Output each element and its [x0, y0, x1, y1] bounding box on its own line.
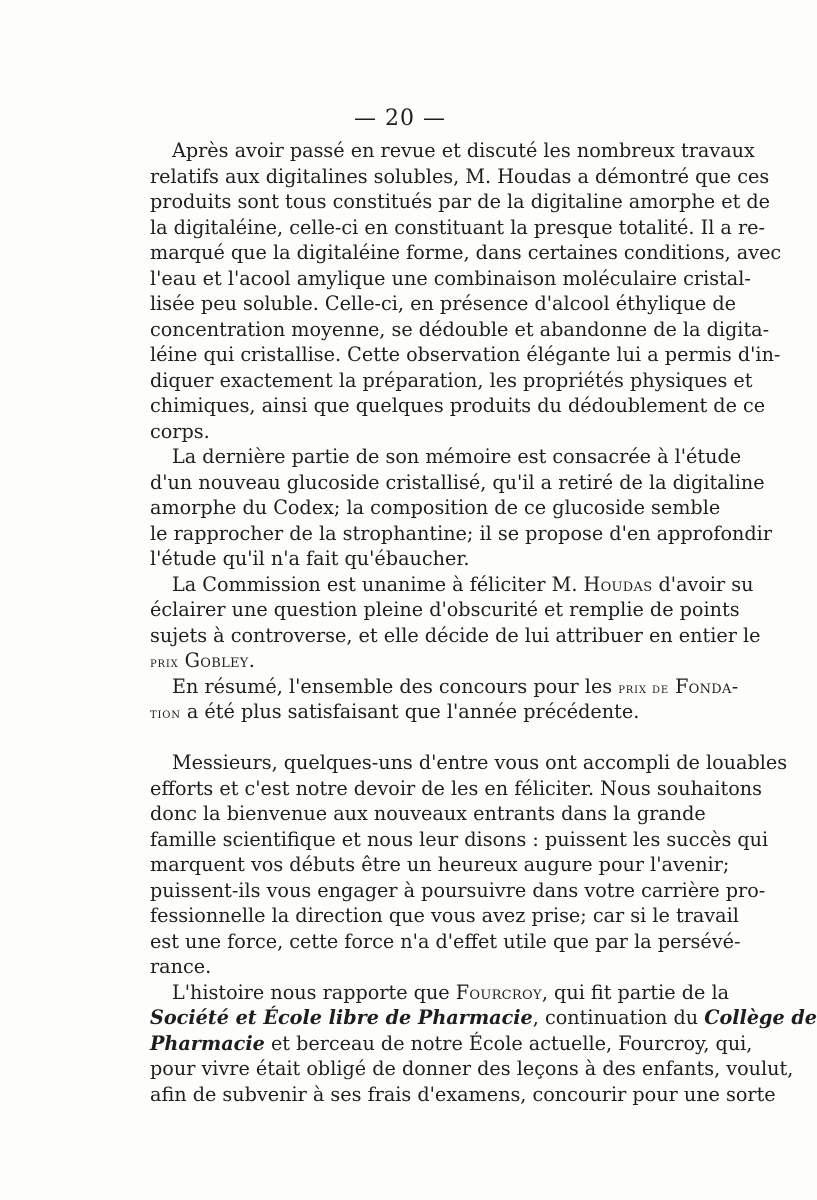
- text-line: donc la bienvenue aux nouveaux entrants dans la grande: [150, 802, 706, 825]
- paragraph-4: [150, 674, 739, 725]
- text-line: lisée peu soluble. Celle-ci, en présence d'alcool éthylique de: [150, 292, 736, 315]
- text-run: L'histoire nous rapporte que: [172, 980, 456, 1004]
- text-line: marqué que la digitaléine forme, dans certaines conditions, avec: [150, 241, 782, 264]
- institution-name: Société et École libre de Pharmacie: [150, 1006, 533, 1029]
- paragraph-gap: [150, 725, 682, 751]
- text-line: l'eau et l'acool amylique une combinaison moléculaire cristal-: [150, 266, 751, 290]
- paragraph-1: [150, 138, 782, 444]
- text-line: concentration moyenne, se dédouble et abandonne de la digita-: [150, 317, 770, 341]
- text-line: l'étude qu'il n'a fait qu'ébaucher.: [150, 547, 470, 570]
- text-line: [150, 980, 730, 1006]
- text-line: Après avoir passé en revue et discuté les nombreux travaux: [172, 139, 755, 162]
- text-run: .: [248, 649, 255, 672]
- text-run: et berceau de notre École actuelle, Fourcroy, qui,: [264, 1031, 753, 1055]
- text-line: [150, 572, 754, 598]
- text-run: En résumé, l'ensemble des concours pour les: [172, 674, 619, 698]
- text-line: efforts et c'est notre devoir de les en féliciter. Nous souhaitons: [150, 776, 762, 800]
- prize-name: Fonda-: [675, 674, 739, 698]
- text-line: Messieurs, quelques-uns d'entre vous ont accompli de louables: [172, 751, 788, 774]
- text-run: , qui fit partie de la: [541, 980, 730, 1004]
- text-line: diquer exactement la préparation, les propriétés physiques et: [150, 368, 753, 392]
- paragraph-6: [150, 980, 817, 1108]
- prize-name: Gobley: [184, 649, 249, 672]
- text-line: [150, 674, 739, 700]
- text-line: puissent-ils vous engager à poursuivre dans votre carrière pro-: [150, 878, 766, 902]
- text-line: [150, 1031, 753, 1057]
- text-line: la digitaléine, celle-ci en constituant la presque totalité. Il a re-: [150, 215, 765, 239]
- text-line: relatifs aux digitalines solubles, M. Houdas a démontré que ces: [150, 164, 770, 188]
- text-line: [150, 699, 682, 725]
- text-line: léine qui cristallise. Cette observation élégante lui a permis d'in-: [150, 343, 781, 366]
- text-line: afin de subvenir à ses frais d'examens, concourir pour une sorte: [150, 1082, 776, 1106]
- body-text: [150, 138, 817, 1107]
- person-name: Fourcroy: [455, 980, 542, 1004]
- paragraph-2: [150, 444, 772, 572]
- text-line: fessionnelle la direction que vous avez prise; car si le travail: [150, 904, 739, 927]
- text-line: est une force, cette force n'a d'effet utile que par la persévé-: [150, 929, 741, 953]
- person-name: Houdas: [583, 572, 653, 596]
- text-line: produits sont tous constitués par de la digitaline amorphe et de: [150, 190, 771, 213]
- text-line: chimiques, ainsi que quelques produits du dédoublement de ce: [150, 394, 766, 417]
- institution-name: Collège de: [704, 1006, 817, 1029]
- text-line: marquent vos débuts être un heureux augure pour l'avenir;: [150, 853, 730, 876]
- prize-label: prix: [150, 655, 179, 671]
- page-number: — 20 —: [354, 106, 446, 131]
- text-line: famille scientifique et nous leur disons : puissent les succès qui: [150, 827, 769, 851]
- text-line: d'un nouveau glucoside cristallisé, qu'il a retiré de la digitaline: [150, 470, 765, 494]
- text-line: [150, 1005, 817, 1031]
- text-line: pour vivre était obligé de donner des leçons à des enfants, voulut,: [150, 1057, 794, 1080]
- text-run: La Commission est unanime à féliciter M.: [172, 572, 584, 596]
- text-line: éclairer une question pleine d'obscurité et remplie de points: [150, 598, 740, 621]
- prize-name-end: tion: [150, 706, 181, 722]
- text-run: , continuation du: [532, 1006, 705, 1029]
- institution-name: Pharmacie: [150, 1031, 265, 1055]
- text-line: le rapprocher de la strophantine; il se propose d'en approfondir: [150, 521, 772, 545]
- text-run: d'avoir su: [652, 572, 754, 596]
- text-line: rance.: [150, 955, 212, 978]
- prize-label: prix de: [618, 680, 669, 697]
- text-line: [150, 648, 682, 674]
- text-line: corps.: [150, 419, 210, 443]
- text-line: sujets à controverse, et elle décide de lui attribuer en entier le: [150, 623, 761, 647]
- text-run: a été plus satisfaisant que l'année précédente.: [180, 700, 640, 723]
- text-line: amorphe du Codex; la composition de ce glucoside semble: [150, 496, 721, 519]
- paragraph-3: [150, 572, 761, 674]
- text-line: La dernière partie de son mémoire est consacrée à l'étude: [172, 445, 742, 468]
- paragraph-5: [150, 750, 788, 980]
